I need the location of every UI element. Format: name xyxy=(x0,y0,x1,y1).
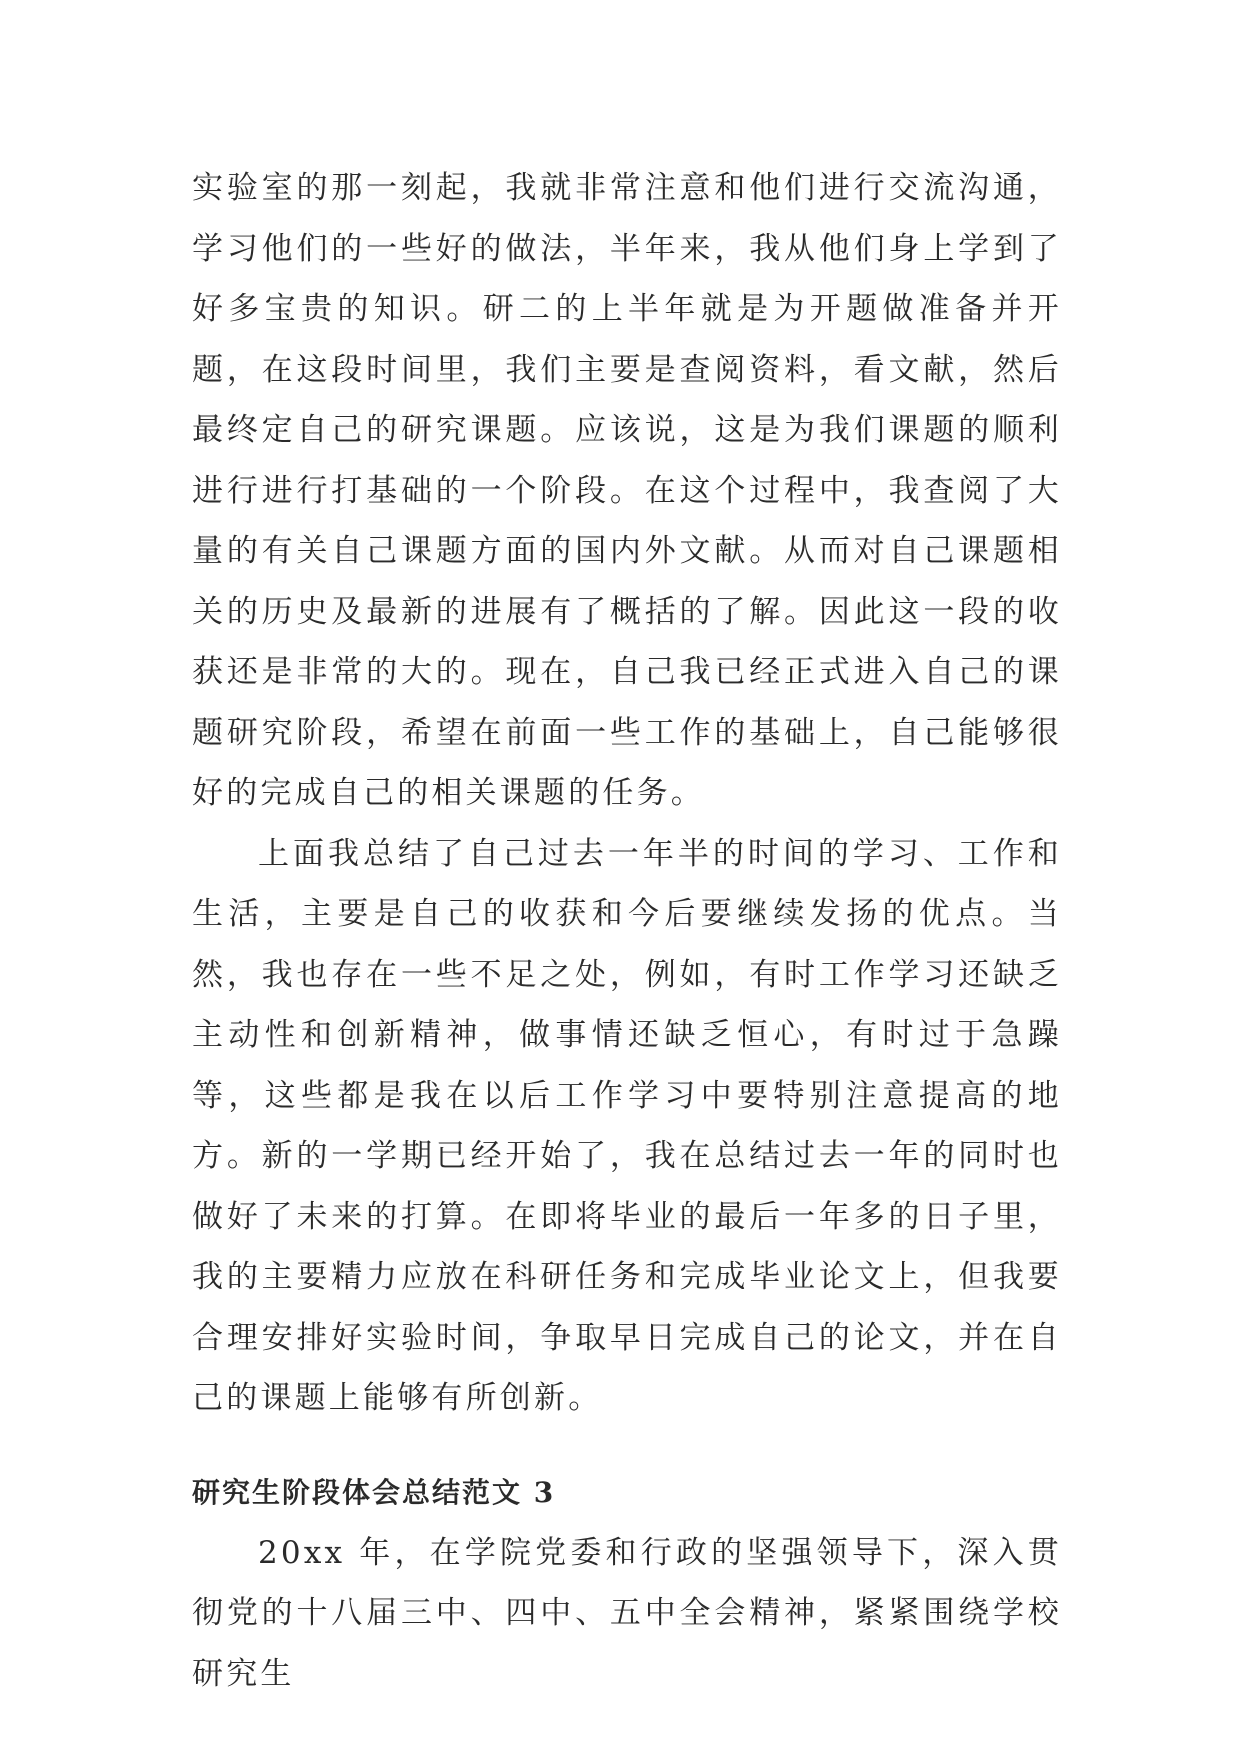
section-paragraph: 20xx 年，在学院党委和行政的坚强领导下，深入贯彻党的十八届三中、四中、五中全会精神，紧紧围绕学校研究生 xyxy=(192,1534,1062,1692)
section-title: 研究生阶段体会总结范文 3 xyxy=(192,1475,556,1509)
body-paragraph-1: 实验室的那一刻起，我就非常注意和他们进行交流沟通，学习他们的一些好的做法，半年来，我从他们身上学到了好多宝贵的知识。研二的上半年就是为开题做准备并开题，在这段时间里，我们主要是查阅资料，看文献，然后最终定自己的研究课题。应该说，这是为我们课题的顺利进行进行打基础的一个阶段。在这个过程中，我查阅了大量的有关自己课题方面的国内外文献。从而对自己课题相关的历史及最新的进展有了概括的了解。因此这一段的收获还是非常的大的。现在，自己我已经正式进入自己的课题研究阶段，希望在前面一些工作的基础上，自己能够很好的完成自己的相关课题的任务。 xyxy=(192,170,1062,811)
document-body xyxy=(192,158,1062,1704)
body-paragraph-2: 上面我总结了自己过去一年半的时间的学习、工作和生活，主要是自己的收获和今后要继续发扬的优点。当然，我也存在一些不足之处，例如，有时工作学习还缺乏主动性和创新精神，做事情还缺乏恒心，有时过于急躁等，这些都是我在以后工作学习中要特别注意提高的地方。新的一学期已经开始了，我在总结过去一年的同时也做好了未来的打算。在即将毕业的最后一年多的日子里，我的主要精力应放在科研任务和完成毕业论文上，但我要合理安排好实验时间，争取早日完成自己的论文，并在自己的课题上能够有所创新。 xyxy=(192,835,1062,1416)
